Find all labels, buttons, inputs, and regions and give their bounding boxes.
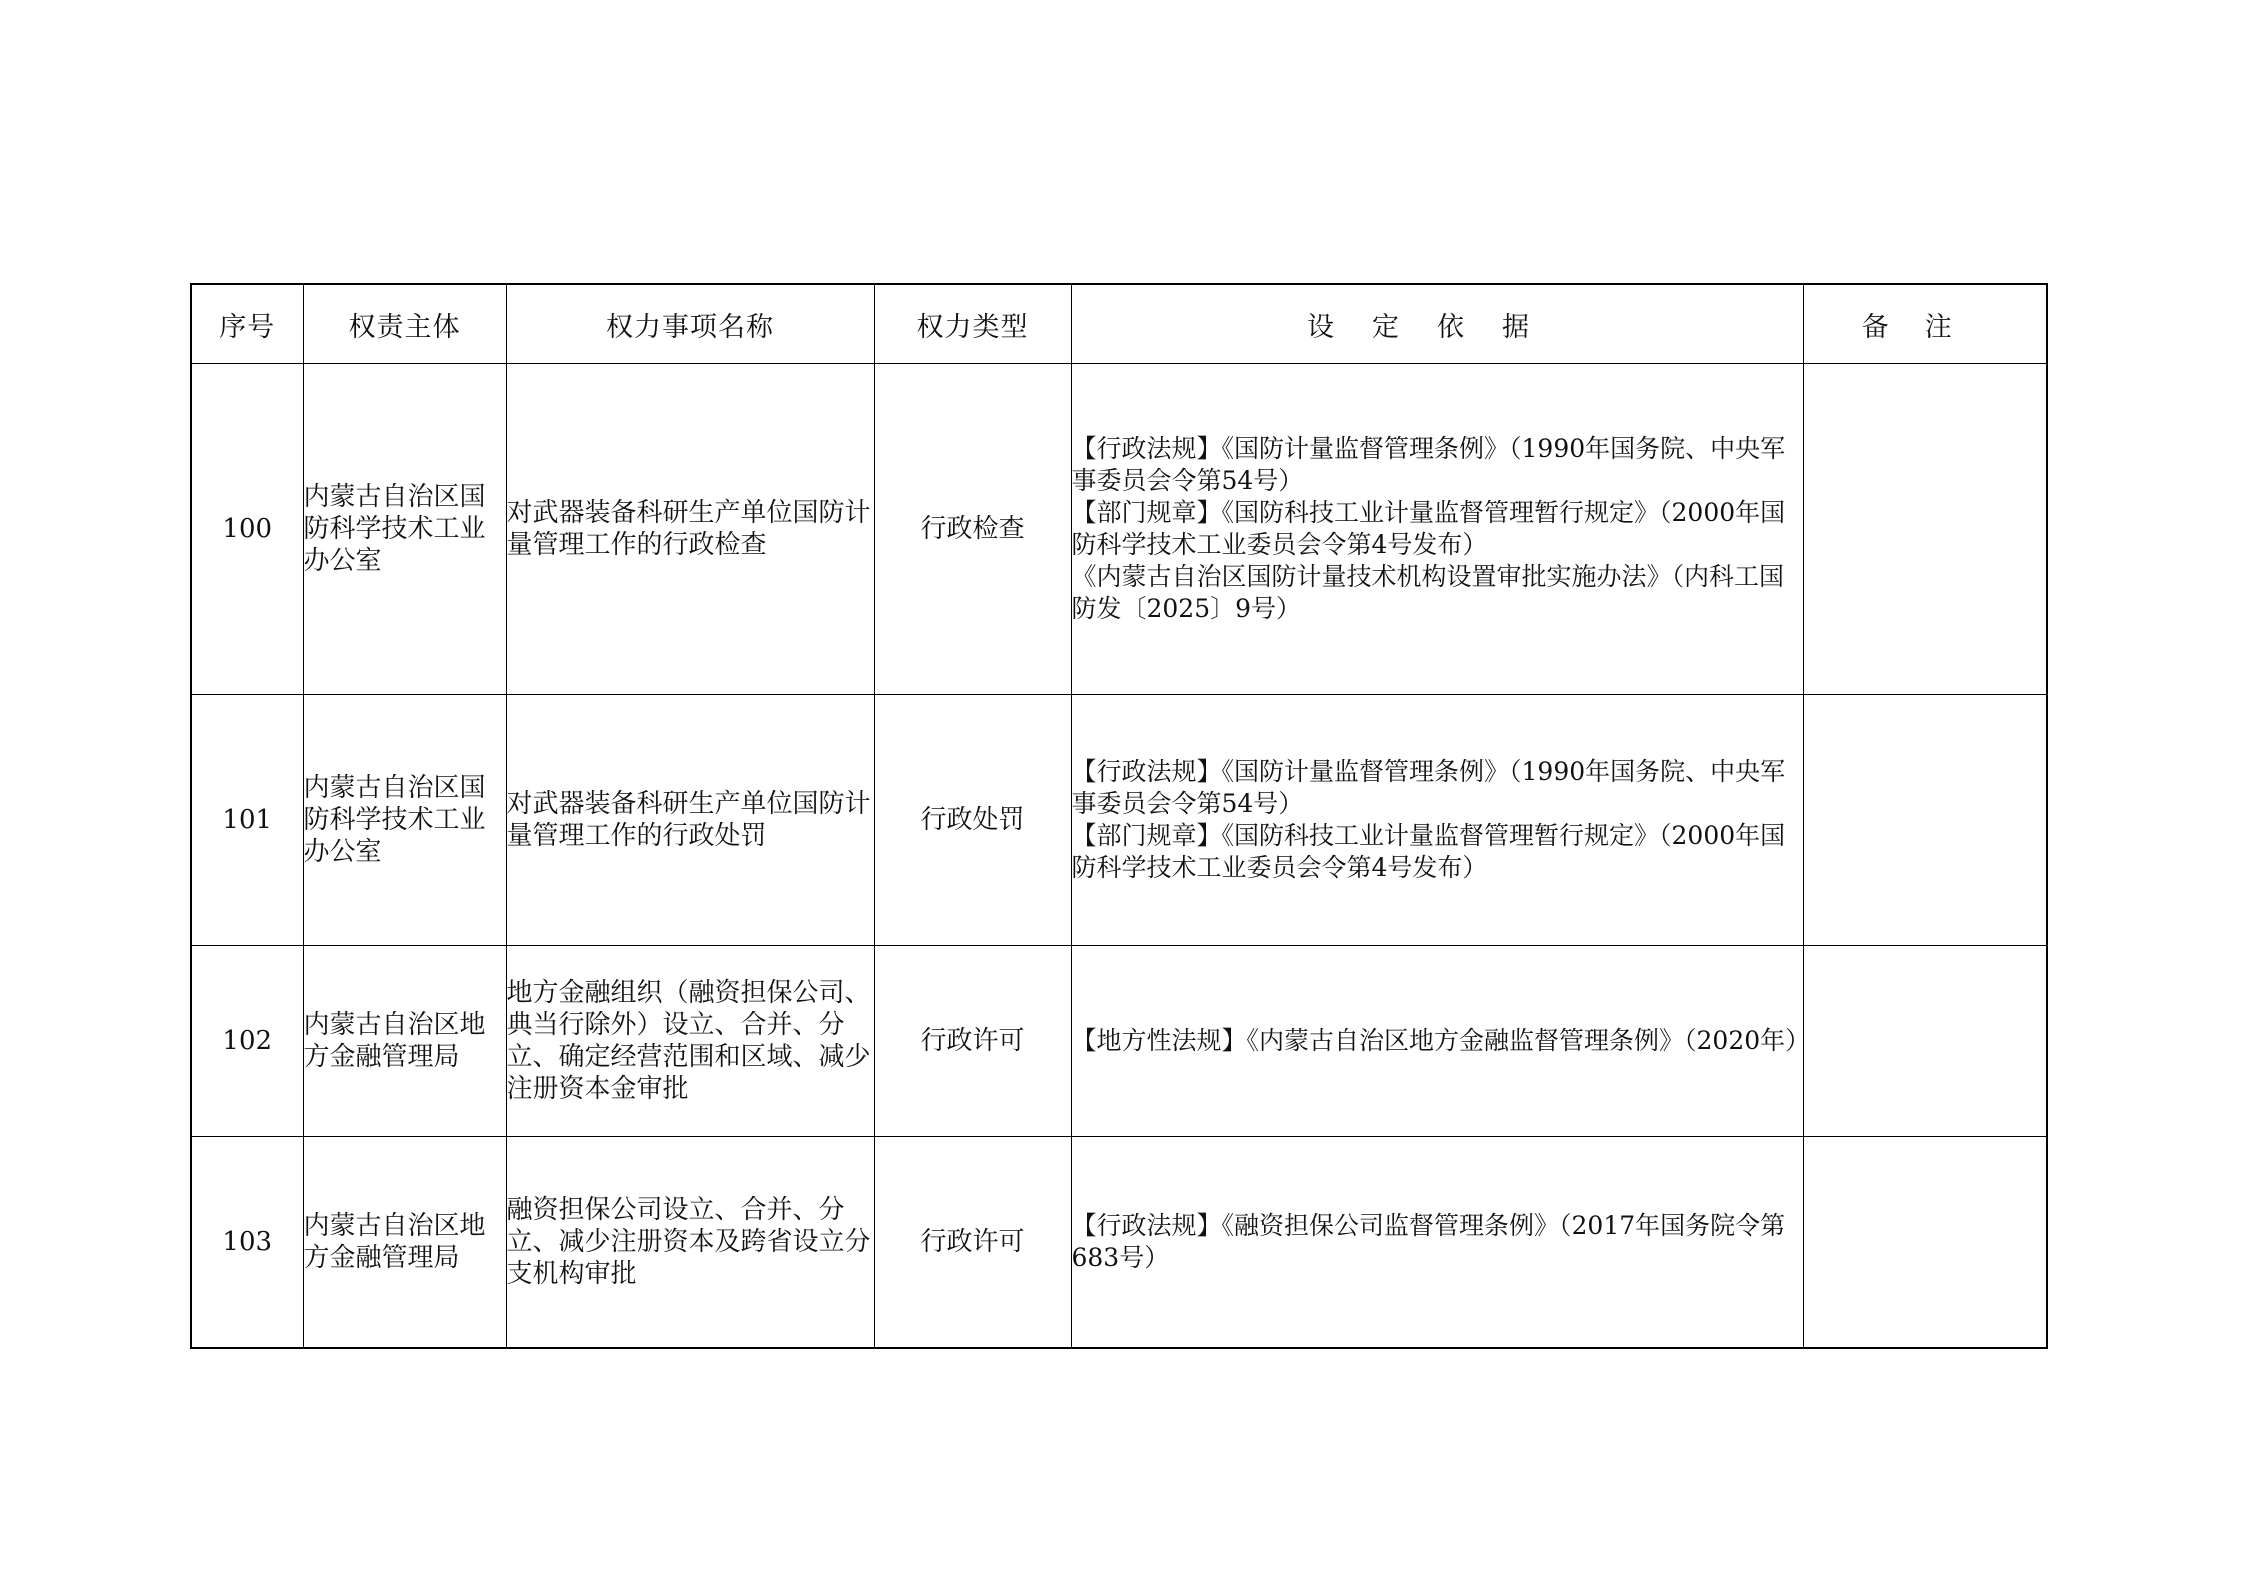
cell-type: 行政检查 <box>874 364 1071 695</box>
header-type: 权力类型 <box>874 284 1071 364</box>
cell-note <box>1803 364 2047 695</box>
cell-basis <box>1071 364 1803 695</box>
cell-name <box>506 695 874 946</box>
table-header-row <box>191 284 2047 364</box>
subject-text: 内蒙古自治区国防科学技术工业办公室 <box>303 482 486 576</box>
header-basis-text: 设定依据 <box>1307 311 1567 343</box>
header-note-text: 备注 <box>1861 311 1988 343</box>
cell-note <box>1803 1137 2047 1349</box>
header-subject: 权责主体 <box>303 284 506 364</box>
basis-line: 【行政法规】《融资担保公司监督管理条例》（2017年国务院令第683号） <box>1071 1211 1786 1272</box>
cell-type: 行政许可 <box>874 1137 1071 1349</box>
cell-type: 行政处罚 <box>874 695 1071 946</box>
cell-seq: 101 <box>191 695 303 946</box>
cell-seq: 100 <box>191 364 303 695</box>
cell-seq: 102 <box>191 946 303 1137</box>
subject-text: 内蒙古自治区国防科学技术工业办公室 <box>303 773 486 867</box>
basis-line: 【部门规章】《国防科技工业计量监督管理暂行规定》（2000年国防科学技术工业委员会令第4号发布） <box>1071 498 1786 559</box>
basis-line: 《内蒙古自治区国防计量技术机构设置审批实施办法》（内科工国防发〔2025〕9号） <box>1071 562 1785 623</box>
table-row <box>191 1137 2047 1349</box>
name-text: 融资担保公司设立、合并、分立、减少注册资本及跨省设立分支机构审批 <box>506 1195 871 1289</box>
cell-seq: 103 <box>191 1137 303 1349</box>
table-row <box>191 946 2047 1137</box>
cell-basis <box>1071 946 1811 1137</box>
cell-subject <box>303 1137 506 1349</box>
cell-type: 行政许可 <box>874 946 1071 1137</box>
power-list-table <box>190 283 2048 1349</box>
basis-line: 【行政法规】《国防计量监督管理条例》（1990年国务院、中央军事委员会令第54号） <box>1071 757 1786 818</box>
cell-subject <box>303 946 506 1137</box>
cell-basis <box>1071 695 1803 946</box>
cell-subject <box>303 695 506 946</box>
cell-subject <box>303 364 506 695</box>
name-text: 对武器装备科研生产单位国防计量管理工作的行政处罚 <box>506 789 871 851</box>
table-row <box>191 695 2047 946</box>
basis-line: 【部门规章】《国防科技工业计量监督管理暂行规定》（2000年国防科学技术工业委员会令第4号发布） <box>1071 821 1786 882</box>
header-seq: 序号 <box>191 284 303 364</box>
header-basis <box>1071 284 1803 364</box>
subject-text: 内蒙古自治区地方金融管理局 <box>303 1010 486 1072</box>
cell-note <box>1803 695 2047 946</box>
basis-line: 【行政法规】《国防计量监督管理条例》（1990年国务院、中央军事委员会令第54号） <box>1071 434 1786 495</box>
table-row <box>191 364 2047 695</box>
cell-name <box>506 364 874 695</box>
header-name: 权力事项名称 <box>506 284 874 364</box>
name-text: 地方金融组织（融资担保公司、典当行除外）设立、合并、分立、确定经营范围和区域、减少注册资本金审批 <box>506 978 871 1104</box>
subject-text: 内蒙古自治区地方金融管理局 <box>303 1211 486 1273</box>
cell-name <box>506 946 874 1137</box>
basis-line: 【地方性法规】《内蒙古自治区地方金融监督管理条例》（2020年） <box>1071 1026 1811 1055</box>
cell-basis <box>1071 1137 1803 1349</box>
name-text: 对武器装备科研生产单位国防计量管理工作的行政检查 <box>506 498 871 560</box>
header-note <box>1803 284 2047 364</box>
cell-note <box>1803 946 2047 1137</box>
cell-name <box>506 1137 874 1349</box>
